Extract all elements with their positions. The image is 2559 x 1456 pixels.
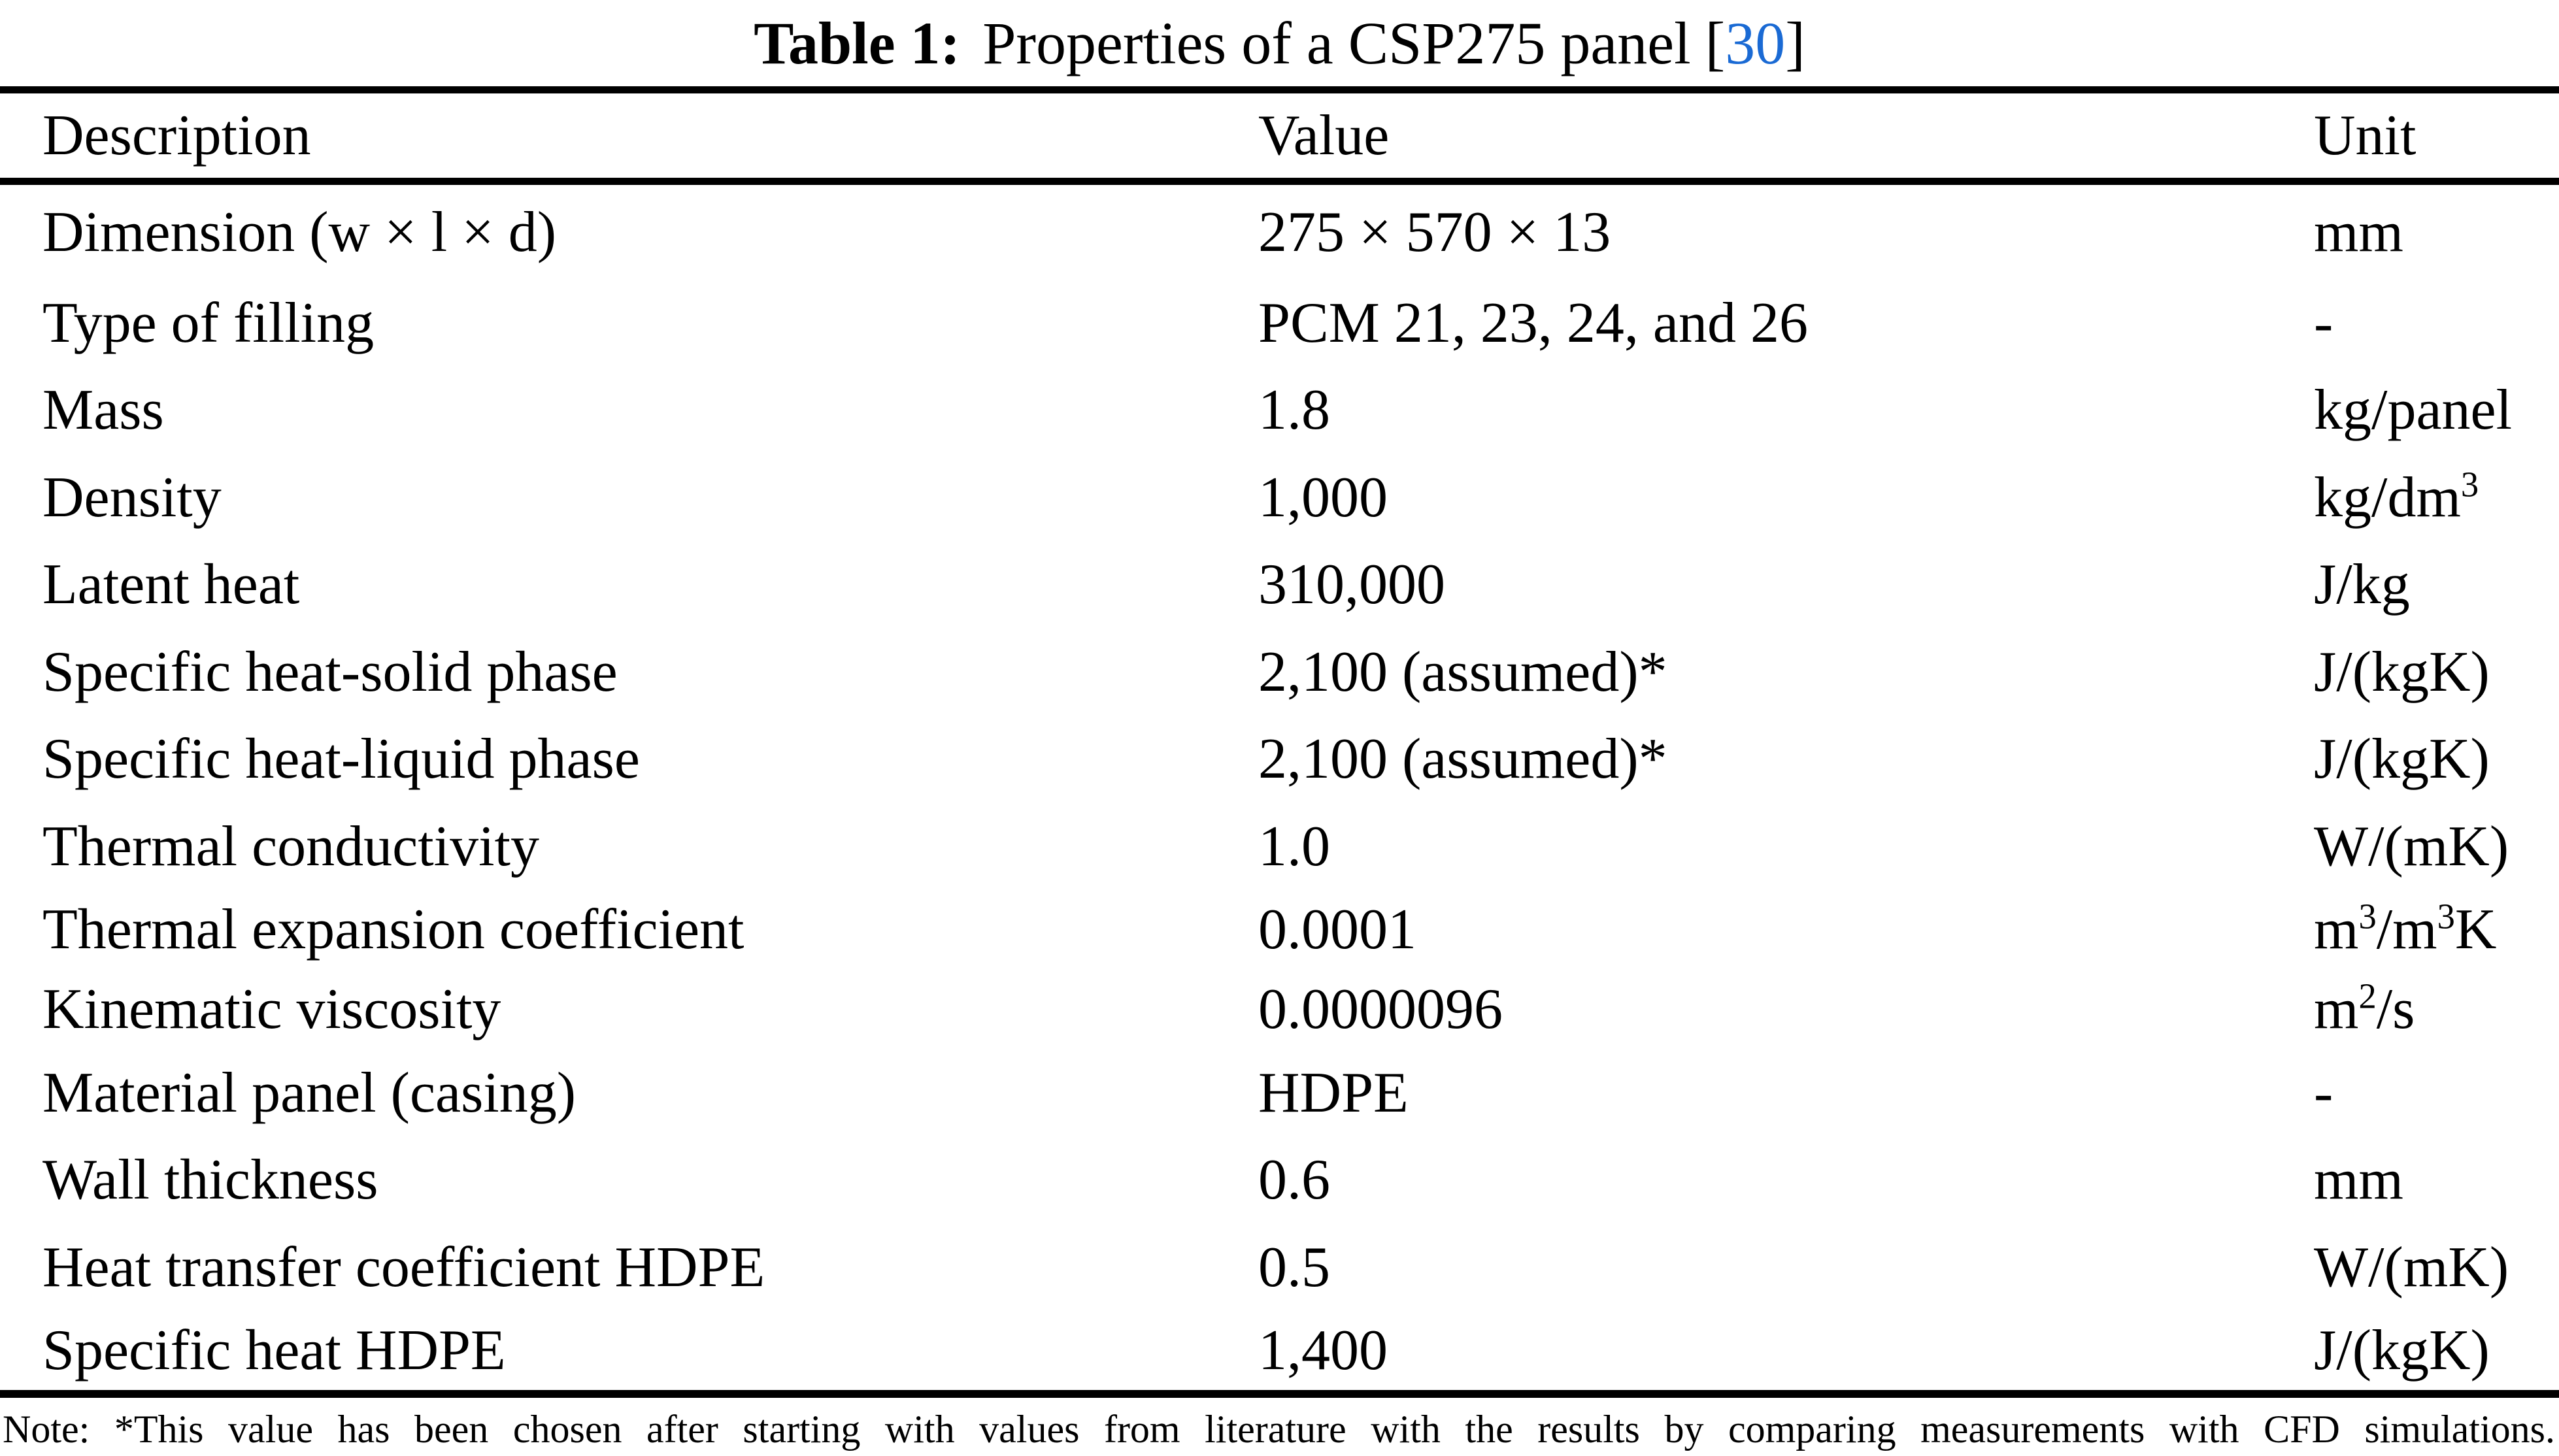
row-unit: mm (2314, 200, 2403, 264)
table-caption (0, 0, 2559, 86)
table-row (0, 890, 2559, 969)
row-unit: J/kg (2314, 553, 2410, 616)
row-value: 310,000 (1258, 553, 1445, 616)
row-description: Material panel (casing) (42, 1061, 577, 1125)
row-unit: W/(mK) (2314, 1236, 2509, 1299)
table-bottom-rule (0, 1390, 2559, 1398)
row-unit: - (2314, 1061, 2333, 1125)
table-caption-label: Table 1: (754, 10, 961, 76)
row-unit: J/(kgK) (2314, 640, 2490, 704)
table-top-rule (0, 86, 2559, 93)
row-unit: $m^2/s$ (2314, 976, 2415, 1041)
row-description: Kinematic viscosity (42, 977, 501, 1041)
table-row (0, 969, 2559, 1050)
row-description: Dimension (w × l × d) (42, 200, 557, 264)
table-row (0, 454, 2559, 541)
citation-bracket-close: ] (1785, 10, 1805, 76)
row-value: 0.5 (1258, 1236, 1330, 1299)
row-description: Specific heat-liquid phase (42, 727, 640, 791)
unit-superscript: 3 (2358, 896, 2377, 936)
row-unit: J/(kgK) (2314, 727, 2490, 791)
row-value: 275 × 570 × 13 (1258, 200, 1611, 264)
column-header-unit: Unit (2314, 103, 2417, 167)
row-description: Heat transfer coefficient HDPE (42, 1236, 765, 1299)
table-body (0, 185, 2559, 1390)
table-row (0, 1312, 2559, 1390)
table-row (0, 185, 2559, 280)
row-value: 1,400 (1258, 1319, 1388, 1382)
row-unit: $kg/dm^3$ (2314, 464, 2479, 529)
row-description: Latent heat (42, 553, 300, 616)
table-row (0, 367, 2559, 454)
row-description: Specific heat-solid phase (42, 640, 618, 704)
table-footnote: Note: *This value has been chosen after starting with values from literature with the results by comparing measurements with CFD simulations. (3, 1408, 2555, 1451)
row-value: 1.8 (1258, 378, 1330, 442)
table-header-row (0, 93, 2559, 178)
row-description: Mass (42, 378, 164, 442)
table-row (0, 280, 2559, 367)
table-row (0, 803, 2559, 890)
row-unit: kg/panel (2314, 378, 2513, 442)
unit-superscript: 3 (2460, 464, 2479, 505)
unit-superscript: 2 (2358, 976, 2377, 1016)
row-value: PCM 21, 23, 24, and 26 (1258, 291, 1808, 355)
row-description: Specific heat HDPE (42, 1319, 506, 1382)
row-unit: J/(kgK) (2314, 1319, 2490, 1382)
row-description: Thermal expansion coefficient (42, 897, 744, 961)
table-row (0, 629, 2559, 716)
table-caption-text: Properties of a CSP275 panel (982, 10, 1691, 76)
row-value: 1.0 (1258, 814, 1330, 878)
row-description: Type of filling (42, 291, 375, 355)
row-unit: W/(mK) (2314, 814, 2509, 878)
row-description: Wall thickness (42, 1148, 378, 1212)
row-unit: - (2314, 291, 2333, 355)
row-value: 0.6 (1258, 1148, 1330, 1212)
table-row (0, 1224, 2559, 1312)
row-value: 2,100 (assumed)* (1258, 640, 1667, 704)
row-value: 0.0001 (1258, 897, 1416, 961)
row-unit: $m^3/m^3K$ (2314, 896, 2497, 961)
citation-link[interactable]: 30 (1725, 10, 1786, 76)
table-row (0, 541, 2559, 629)
table-row (0, 1050, 2559, 1136)
row-value: 1,000 (1258, 465, 1388, 529)
citation-bracket-open: [ (1705, 10, 1726, 76)
table-row (0, 716, 2559, 803)
table-header-rule (0, 178, 2559, 185)
column-header-value: Value (1258, 103, 1390, 167)
row-value: HDPE (1258, 1061, 1409, 1125)
column-header-description: Description (42, 103, 311, 167)
table-row (0, 1136, 2559, 1224)
row-unit: mm (2314, 1148, 2403, 1212)
row-value: 0.0000096 (1258, 977, 1503, 1041)
unit-superscript: 3 (2437, 896, 2455, 936)
row-description: Thermal conductivity (42, 814, 539, 878)
row-value: 2,100 (assumed)* (1258, 727, 1667, 791)
row-description: Density (42, 465, 222, 529)
